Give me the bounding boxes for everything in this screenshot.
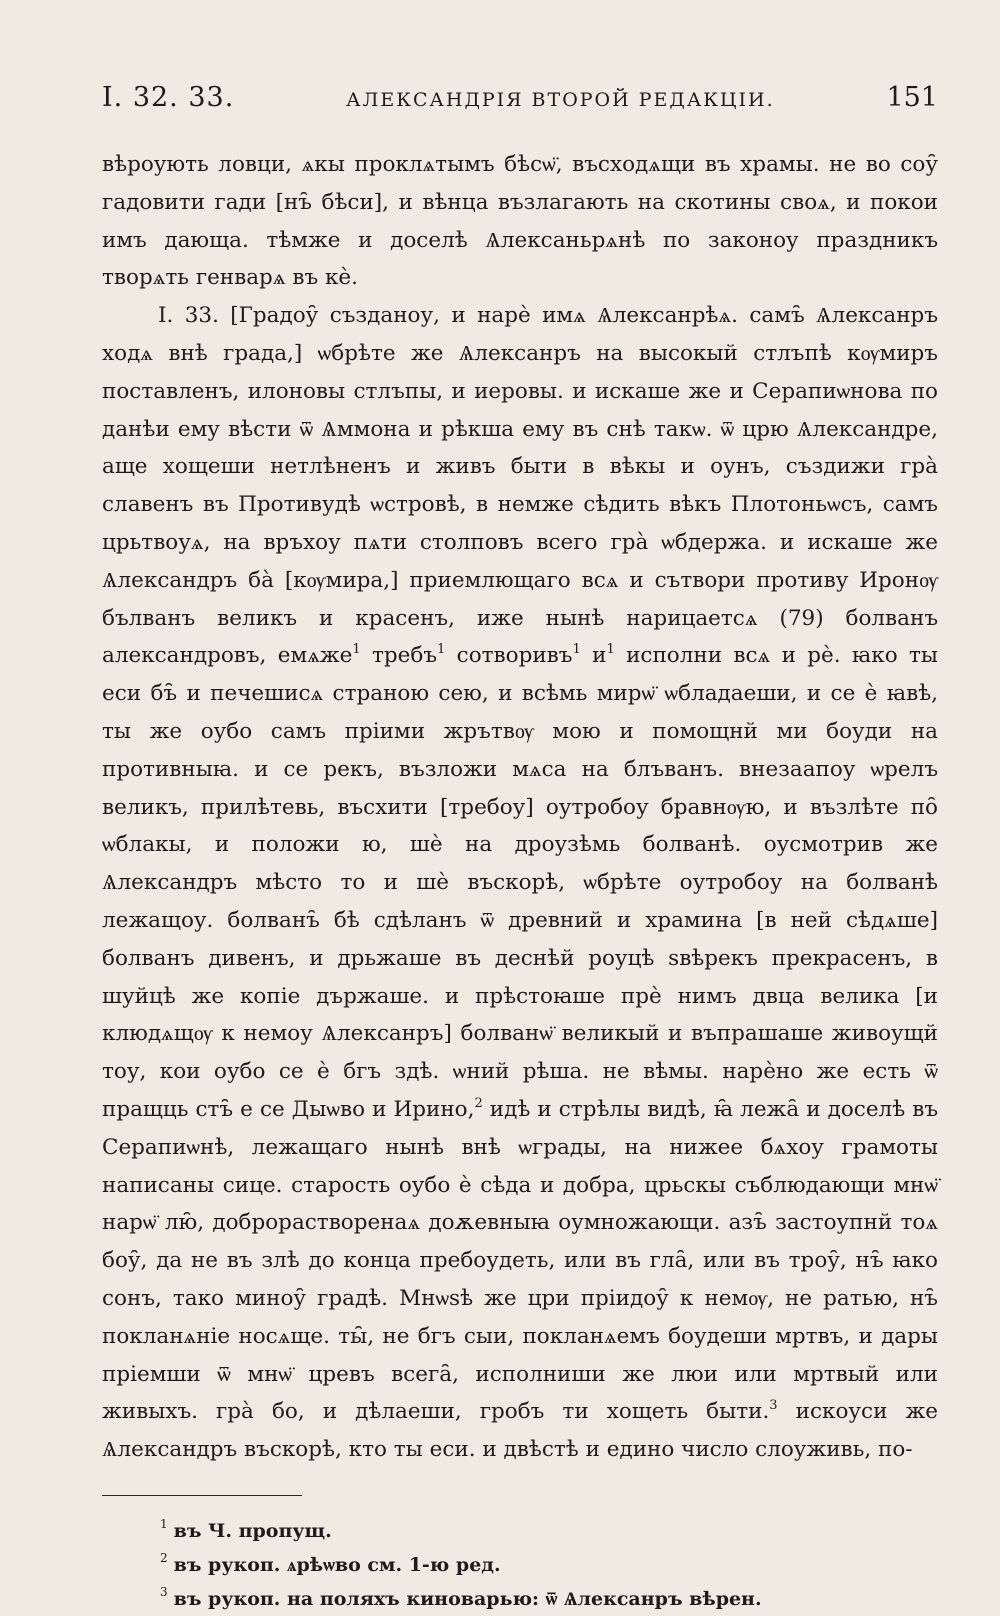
section-reference: I. 32. 33. — [102, 82, 235, 113]
paragraph-continuation: вѣроують ловци, ѧкы проклѧтымъ бѣсѡ̈, въсходѧщи въ храмы. не во соу̑ гадовити гади [нъ̑ бѣси], и вѣнца възлагають на скотины своѧ, и покои имъ дающа. тѣмже и доселѣ Ѧлексаньрѧнѣ по законоу праздникъ творѧть генварѧ въ кѐ. — [102, 152, 938, 291]
footnotes — [102, 1514, 938, 1616]
footnote-mark: 3 — [160, 1584, 168, 1599]
footnote — [160, 1548, 938, 1582]
footnote-ref-1: 1 — [606, 642, 615, 658]
footnote-mark: 1 — [160, 1516, 168, 1531]
page-number: 151 — [886, 82, 938, 113]
text-run: искоуси же Ѧлександръ въскорѣ, кто ты еси. и двѣстѣ и едино число слоуживь, по- — [102, 1399, 938, 1463]
footnote-ref-2: 2 — [474, 1095, 483, 1111]
footnote-text: въ рукоп. на поляхъ киноварью: ѿ Ѧлексанръ вѣрен. — [173, 1587, 762, 1610]
footnote-mark: 2 — [160, 1550, 168, 1565]
footnote — [160, 1514, 938, 1548]
text-run: идѣ и стрѣлы видѣ, ꙗ̑ лежа̑ и доселѣ въ Серапиѡнѣ, лежащаго нынѣ внѣ ѡграды, на нижее бѧхоу грамоты написаны сице. старость оубо ѐ сѣда и добра, црьскы съблюдающи мнѡ̈ нарѡ̈ лю̑, доброрастворенаѧ доѫевныꙗ оумножающи. азъ̑ застоупнй тоѧ боу̑, да не въ злѣ до конца пребоудеть, или въ гла̑, или въ троу̑, нъ̑ ꙗко сонъ, тако миноу̑ градѣ. Мнѡѕѣ же цри пріидоу̑ к немѹ, не ратью, нъ̑ покланѧніе носѧще. ты̑, не бгъ сыи, покланѧемъ боудеши мртвъ, и дары пріемши ѿ мнѡ̈ цревъ всега̑, исполниши же люи или мртвый или живыхъ. грà бо, и дѣлаеши, гробъ ти хощеть быти. — [102, 1096, 939, 1425]
footnote-text: въ Ч. пропущ. — [173, 1519, 332, 1542]
footnote — [160, 1582, 938, 1616]
text-run: и — [580, 643, 607, 669]
footnote-ref-1: 1 — [437, 642, 446, 658]
running-header — [102, 82, 938, 116]
text-run: исполни всѧ и рѐ. ꙗко ты еси бъ̑ и печешисѧ страною сею, и всѣмь мирѡ̈ ѡбладаеши, и се ѐ ꙗвѣ, ты же оубо самъ пріими жрътвѹ мою и помощнй ми боуди на противныꙗ. и се рекъ, възложи мѧса на блъванъ. внезаапоу ѡрелъ великъ, прилѣтевь, въсхити [требоу] оутробоу бравнѹю, и възлѣте по̑ ѡблакы, и положи ю, шѐ на дроузѣмь болванѣ. оусмотрив же Ѧлександръ мѣсто то и шѐ въскорѣ, ѡбрѣте оутробоу на болванѣ лежащоу. болванъ̑ бѣ сдѣланъ ѿ древний и храмина [в ней сѣдѧше] болванъ дивенъ, и дрьжаше въ деснѣй роуцѣ sвѣрекъ прекрасенъ, в шуйцѣ же копіе държаше. и прѣстоꙗше прѐ нимъ двца велика [и клюдѧщѹ к немоу Ѧлексанръ] болванѡ̈ великый и въпрашаше живоущй тоу, кои оубо се ѐ бгъ здѣ. ѡний рѣша. не вѣмы. нарѐно же есть ѿ пращць стъ̑ е се Дыѡво и Ирино, — [102, 643, 938, 1122]
main-text — [102, 146, 938, 1469]
footnote-ref-1: 1 — [352, 642, 361, 658]
paragraph-section-33 — [102, 297, 938, 1469]
footnote-text: въ рукоп. ѧрѣѡво см. 1-ю ред. — [173, 1553, 501, 1576]
text-run: I. 33. [Градоу̑ създаноу, и нарѐ имѧ Ѧлексанрѣѧ. самъ̑ Ѧлексанръ ходѧ внѣ града,] ѡбрѣте же Ѧлексанръ на высокый стлъпѣ кѹмиръ поставленъ, илоновы стлъпы, и иеровы. и искаше же и Серапиѡнова по данѣи ему вѣсти ѿ Ѧммона и рѣкша ему въ снѣ такѡ. ѿ црю Ѧлександре, аще хощеши нетлѣненъ и живъ быти в вѣкы и оунъ, създижи грà славенъ въ Противудѣ ѡстровѣ, в немже сѣдить вѣкъ Плотоньѡсъ, самъ црьтвоуѧ, на връхоу пѧти столповъ всего грà ѡбдержа. и искаше же Ѧлександръ бà [кѹмира,] приемлющаго всѧ и сътвори противу Иронѹ бълванъ великъ и красенъ, иже нынѣ нарицаетсѧ (79) болванъ александровъ, емѧже — [102, 303, 938, 669]
text-run: требъ — [360, 643, 438, 669]
footnote-ref-3: 3 — [769, 1398, 778, 1414]
footnote-ref-1: 1 — [572, 642, 581, 658]
footnote-divider — [102, 1495, 302, 1496]
running-title: АЛЕКСАНДРІЯ ВТОРОЙ РЕДАКЦІИ. — [346, 89, 775, 111]
text-run: сотворивъ — [445, 643, 573, 669]
